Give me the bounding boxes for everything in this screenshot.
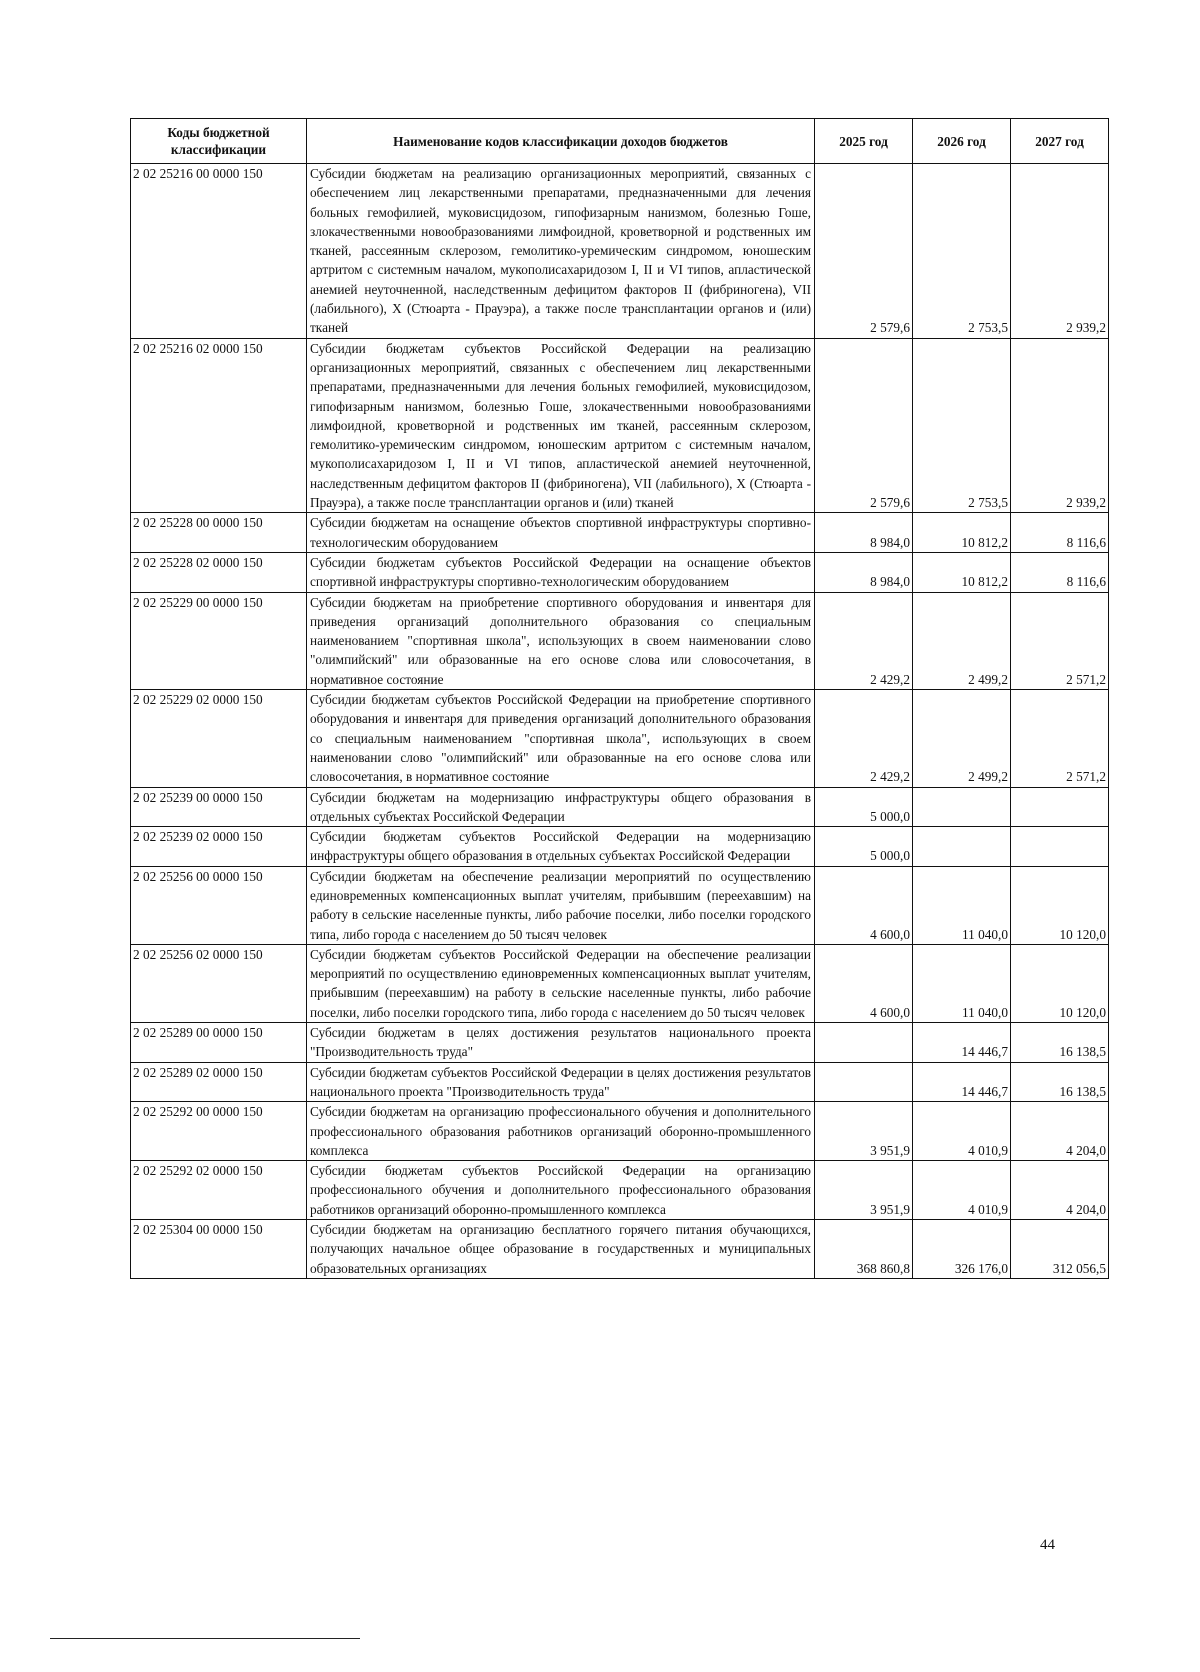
row-value-2025 bbox=[815, 1062, 913, 1102]
row-name: Субсидии бюджетам субъектов Российской Федерации на организацию профессионального обучения и дополнительного профессионального образования работников организаций оборонно-промышленного комплекса bbox=[307, 1161, 815, 1220]
table-row bbox=[131, 552, 1109, 592]
table-row bbox=[131, 1220, 1109, 1279]
row-value-2027: 2 571,2 bbox=[1011, 592, 1109, 689]
row-value-2027: 4 204,0 bbox=[1011, 1102, 1109, 1161]
row-value-2026: 2 753,5 bbox=[913, 164, 1011, 339]
footnote-divider bbox=[50, 1638, 360, 1639]
row-code: 2 02 25239 00 0000 150 bbox=[131, 787, 307, 827]
row-name: Субсидии бюджетам субъектов Российской Федерации на оснащение объектов спортивной инфраструктуры спортивно-технологическим оборудованием bbox=[307, 552, 815, 592]
row-code: 2 02 25256 02 0000 150 bbox=[131, 944, 307, 1022]
row-name: Субсидии бюджетам субъектов Российской Федерации на обеспечение реализации мероприятий по осуществлению единовременных компенсационных выплат учителям, прибывшим (переехавшим) на работу в сельские населенные пункты, либо рабочие поселки, либо поселки городского типа, либо города с населением до 50 тысяч человек bbox=[307, 944, 815, 1022]
header-year-2025: 2025 год bbox=[815, 119, 913, 164]
row-name: Субсидии бюджетам на организацию бесплатного горячего питания обучающихся, получающих начальное общее образование в государственных и муниципальных образовательных организациях bbox=[307, 1220, 815, 1279]
row-name: Субсидии бюджетам на организацию профессионального обучения и дополнительного профессионального образования работников организаций оборонно-промышленного комплекса bbox=[307, 1102, 815, 1161]
page-number: 44 bbox=[1040, 1537, 1055, 1553]
row-name: Субсидии бюджетам на обеспечение реализации мероприятий по осуществлению единовременных компенсационных выплат учителям, прибывшим (переехавшим) на работу в сельские населенные пункты, либо рабочие поселки, либо поселки городского типа, либо города с населением до 50 тысяч человек bbox=[307, 866, 815, 944]
row-value-2027: 2 939,2 bbox=[1011, 164, 1109, 339]
table-header-row bbox=[131, 119, 1109, 164]
row-value-2025: 8 984,0 bbox=[815, 513, 913, 553]
header-code: Коды бюджетной классификации bbox=[131, 119, 307, 164]
row-value-2025: 3 951,9 bbox=[815, 1161, 913, 1220]
row-code: 2 02 25239 02 0000 150 bbox=[131, 827, 307, 867]
row-code: 2 02 25228 02 0000 150 bbox=[131, 552, 307, 592]
row-value-2026: 4 010,9 bbox=[913, 1102, 1011, 1161]
row-value-2026: 2 753,5 bbox=[913, 338, 1011, 513]
row-value-2025: 5 000,0 bbox=[815, 787, 913, 827]
row-value-2025: 368 860,8 bbox=[815, 1220, 913, 1279]
row-name: Субсидии бюджетам на реализацию организационных мероприятий, связанных с обеспечением лиц лекарственными препаратами, предназначенными для лечения больных гемофилией, муковисцидозом, гипофизарным нанизмом, болезнью Гоше, злокачественными новообразованиями лимфоидной, кроветворной и родственных им тканей, рассеянным склерозом, гемолитико-уремическим синдромом, юношеским артритом с системным началом, мукополисахаридозом I, II и VI типов, апластической анемией неуточненной, наследственным дефицитом факторов II (фибриногена), VII (лабильного), X (Стюарта - Прауэра), а также после трансплантации органов и (или) тканей bbox=[307, 164, 815, 339]
row-name: Субсидии бюджетам субъектов Российской Федерации на модернизацию инфраструктуры общего образования в отдельных субъектах Российской Федерации bbox=[307, 827, 815, 867]
row-value-2026: 10 812,2 bbox=[913, 552, 1011, 592]
row-value-2027: 2 571,2 bbox=[1011, 690, 1109, 787]
row-value-2026: 11 040,0 bbox=[913, 866, 1011, 944]
row-value-2026: 326 176,0 bbox=[913, 1220, 1011, 1279]
table-row bbox=[131, 1102, 1109, 1161]
row-code: 2 02 25292 00 0000 150 bbox=[131, 1102, 307, 1161]
row-code: 2 02 25292 02 0000 150 bbox=[131, 1161, 307, 1220]
row-value-2026: 10 812,2 bbox=[913, 513, 1011, 553]
table-row bbox=[131, 1062, 1109, 1102]
row-name: Субсидии бюджетам на оснащение объектов спортивной инфраструктуры спортивно-технологическим оборудованием bbox=[307, 513, 815, 553]
row-value-2025: 3 951,9 bbox=[815, 1102, 913, 1161]
table-row bbox=[131, 338, 1109, 513]
row-value-2027: 16 138,5 bbox=[1011, 1023, 1109, 1063]
header-name: Наименование кодов классификации доходов бюджетов bbox=[307, 119, 815, 164]
table-row bbox=[131, 787, 1109, 827]
row-value-2025: 2 579,6 bbox=[815, 164, 913, 339]
row-value-2026: 2 499,2 bbox=[913, 690, 1011, 787]
row-value-2027: 312 056,5 bbox=[1011, 1220, 1109, 1279]
table-row bbox=[131, 1161, 1109, 1220]
table-row bbox=[131, 827, 1109, 867]
row-value-2027: 8 116,6 bbox=[1011, 552, 1109, 592]
row-value-2027 bbox=[1011, 827, 1109, 867]
row-value-2026: 2 499,2 bbox=[913, 592, 1011, 689]
row-code: 2 02 25256 00 0000 150 bbox=[131, 866, 307, 944]
row-value-2026 bbox=[913, 827, 1011, 867]
row-value-2025 bbox=[815, 1023, 913, 1063]
row-value-2027: 10 120,0 bbox=[1011, 866, 1109, 944]
row-code: 2 02 25216 02 0000 150 bbox=[131, 338, 307, 513]
row-value-2027: 16 138,5 bbox=[1011, 1062, 1109, 1102]
row-code: 2 02 25228 00 0000 150 bbox=[131, 513, 307, 553]
row-value-2026: 14 446,7 bbox=[913, 1023, 1011, 1063]
row-value-2025: 5 000,0 bbox=[815, 827, 913, 867]
row-value-2025: 2 429,2 bbox=[815, 592, 913, 689]
row-name: Субсидии бюджетам субъектов Российской Федерации на реализацию организационных мероприятий, связанных с обеспечением лиц лекарственными препаратами, предназначенными для лечения больных гемофилией, муковисцидозом, гипофизарным нанизмом, болезнью Гоше, злокачественными новообразованиями лимфоидной, кроветворной и родственных им тканей, рассеянным склерозом, гемолитико-уремическим синдромом, юношеским артритом с системным началом, мукополисахаридозом I, II и VI типов, апластической анемией неуточненной, наследственным дефицитом факторов II (фибриногена), VII (лабильного), X (Стюарта - Прауэра), а также после трансплантации органов и (или) тканей bbox=[307, 338, 815, 513]
row-code: 2 02 25229 02 0000 150 bbox=[131, 690, 307, 787]
header-year-2026: 2026 год bbox=[913, 119, 1011, 164]
row-value-2025: 2 429,2 bbox=[815, 690, 913, 787]
header-year-2027: 2027 год bbox=[1011, 119, 1109, 164]
row-code: 2 02 25229 00 0000 150 bbox=[131, 592, 307, 689]
row-value-2027: 4 204,0 bbox=[1011, 1161, 1109, 1220]
row-name: Субсидии бюджетам субъектов Российской Федерации в целях достижения результатов национального проекта "Производительность труда" bbox=[307, 1062, 815, 1102]
row-value-2026 bbox=[913, 787, 1011, 827]
row-value-2027: 2 939,2 bbox=[1011, 338, 1109, 513]
row-value-2027: 8 116,6 bbox=[1011, 513, 1109, 553]
row-value-2025: 4 600,0 bbox=[815, 944, 913, 1022]
row-value-2026: 11 040,0 bbox=[913, 944, 1011, 1022]
row-name: Субсидии бюджетам на приобретение спортивного оборудования и инвентаря для приведения организаций дополнительного образования со специальным наименованием "спортивная школа", использующих в своем наименовании слово "олимпийский" или образованные на его основе слова или словосочетания, в нормативное состояние bbox=[307, 592, 815, 689]
row-code: 2 02 25289 02 0000 150 bbox=[131, 1062, 307, 1102]
row-value-2025: 4 600,0 bbox=[815, 866, 913, 944]
row-code: 2 02 25289 00 0000 150 bbox=[131, 1023, 307, 1063]
table-row bbox=[131, 513, 1109, 553]
row-code: 2 02 25216 00 0000 150 bbox=[131, 164, 307, 339]
row-name: Субсидии бюджетам на модернизацию инфраструктуры общего образования в отдельных субъектах Российской Федерации bbox=[307, 787, 815, 827]
row-value-2026: 4 010,9 bbox=[913, 1161, 1011, 1220]
row-value-2027 bbox=[1011, 787, 1109, 827]
table-row bbox=[131, 592, 1109, 689]
budget-classification-table bbox=[130, 118, 1109, 1279]
row-value-2025: 2 579,6 bbox=[815, 338, 913, 513]
table-row bbox=[131, 1023, 1109, 1063]
table-row bbox=[131, 944, 1109, 1022]
row-value-2025: 8 984,0 bbox=[815, 552, 913, 592]
row-name: Субсидии бюджетам в целях достижения результатов национального проекта "Производительность труда" bbox=[307, 1023, 815, 1063]
row-value-2027: 10 120,0 bbox=[1011, 944, 1109, 1022]
table-row bbox=[131, 866, 1109, 944]
table-row bbox=[131, 164, 1109, 339]
row-value-2026: 14 446,7 bbox=[913, 1062, 1011, 1102]
row-code: 2 02 25304 00 0000 150 bbox=[131, 1220, 307, 1279]
row-name: Субсидии бюджетам субъектов Российской Федерации на приобретение спортивного оборудования и инвентаря для приведения организаций дополнительного образования со специальным наименованием "спортивная школа", использующих в своем наименовании слово "олимпийский" или образованные на его основе слова или словосочетания, в нормативное состояние bbox=[307, 690, 815, 787]
table-row bbox=[131, 690, 1109, 787]
